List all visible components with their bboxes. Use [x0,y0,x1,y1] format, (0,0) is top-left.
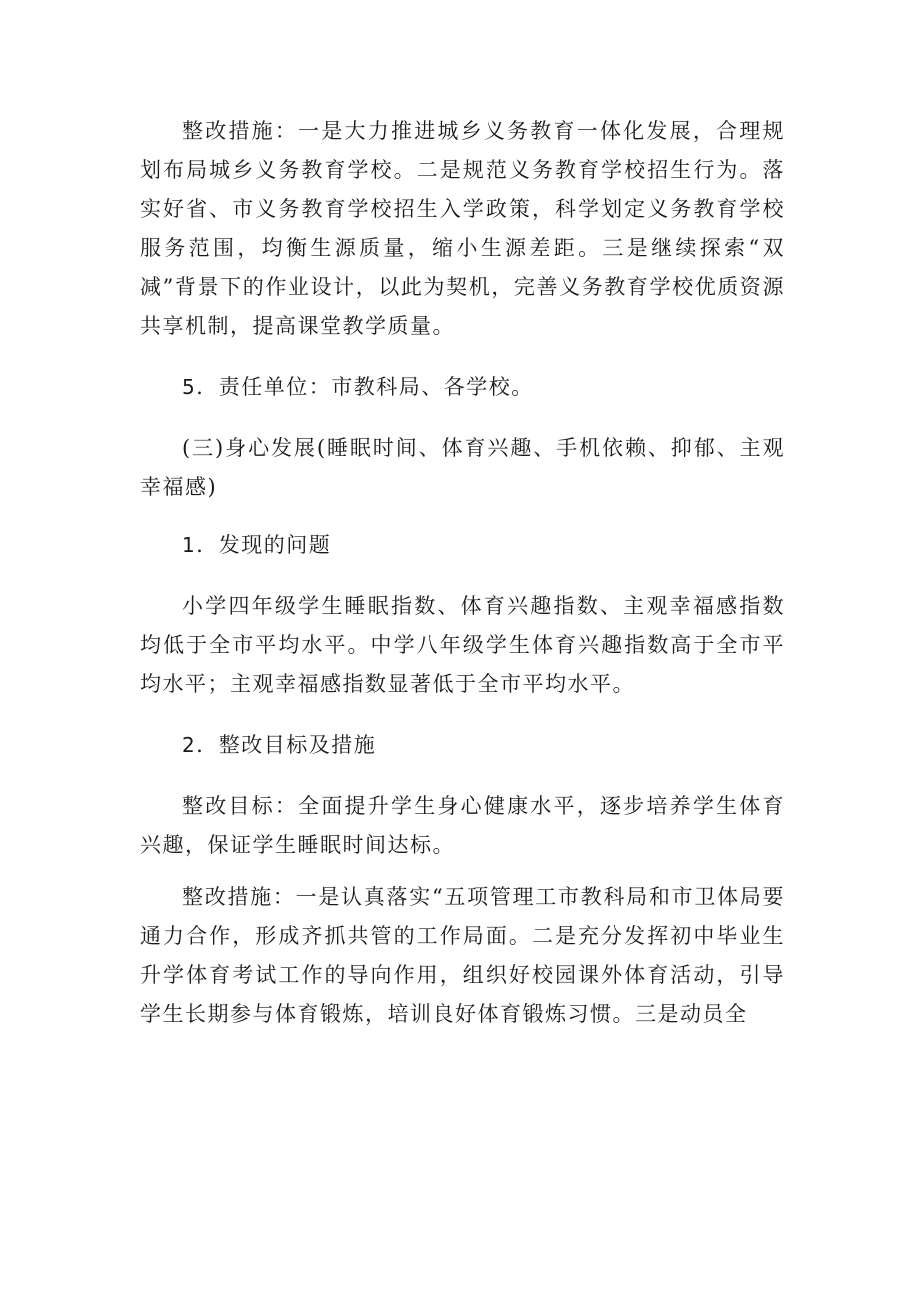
heading-number: 2 [182,733,197,757]
heading-text: ．发现的问题 [196,533,332,557]
heading-problems-found [140,526,785,565]
heading-responsible-unit [140,368,785,407]
section-heading-physical-mental: (三)身心发展(睡眠时间、体育兴趣、手机依赖、抑郁、主观幸福感) [140,436,785,499]
heading-number: 5 [182,375,197,399]
paragraph-problems: 小学四年级学生睡眠指数、体育兴趣指数、主观幸福感指数均低于全市平均水平。中学八年级学生体育兴趣指数高于全市平均水平；主观幸福感指数显著低于全市平均水平。 [140,594,785,696]
heading-text: ．整改目标及措施 [196,733,377,757]
heading-text: ．责任单位：市教科局、各学校。 [196,375,534,399]
paragraph-rectification-measures-1: 整改措施：一是大力推进城乡义务教育一体化发展，合理规划布局城乡义务教育学校。二是规范义务教育学校招生行为。落实好省、市义务教育学校招生入学政策，科学划定义务教育学校服务范围，均衡生源质量，缩小生源差距。三是继续探索“双减”背景下的作业设计，以此为契机，完善义务教育学校优质资源共享机制，提高课堂教学质量。 [140,119,785,338]
heading-goals-and-measures [140,726,785,765]
document-body [140,112,785,1034]
heading-number: 1 [182,533,197,557]
paragraph-rectification-goal: 整改目标：全面提升学生身心健康水平，逐步培养学生体育兴趣，保证学生睡眠时间达标。 [140,794,785,857]
paragraph-rectification-measures-2: 整改措施：一是认真落实“五项管理工市教科局和市卫体局要通力合作，形成齐抓共管的工作局面。二是充分发挥初中毕业生升学体育考试工作的导向作用，组织好校园课外体育活动，引导学生长期参与体育锻炼，培训良好体育锻炼习惯。三是动员全 [140,885,785,1026]
